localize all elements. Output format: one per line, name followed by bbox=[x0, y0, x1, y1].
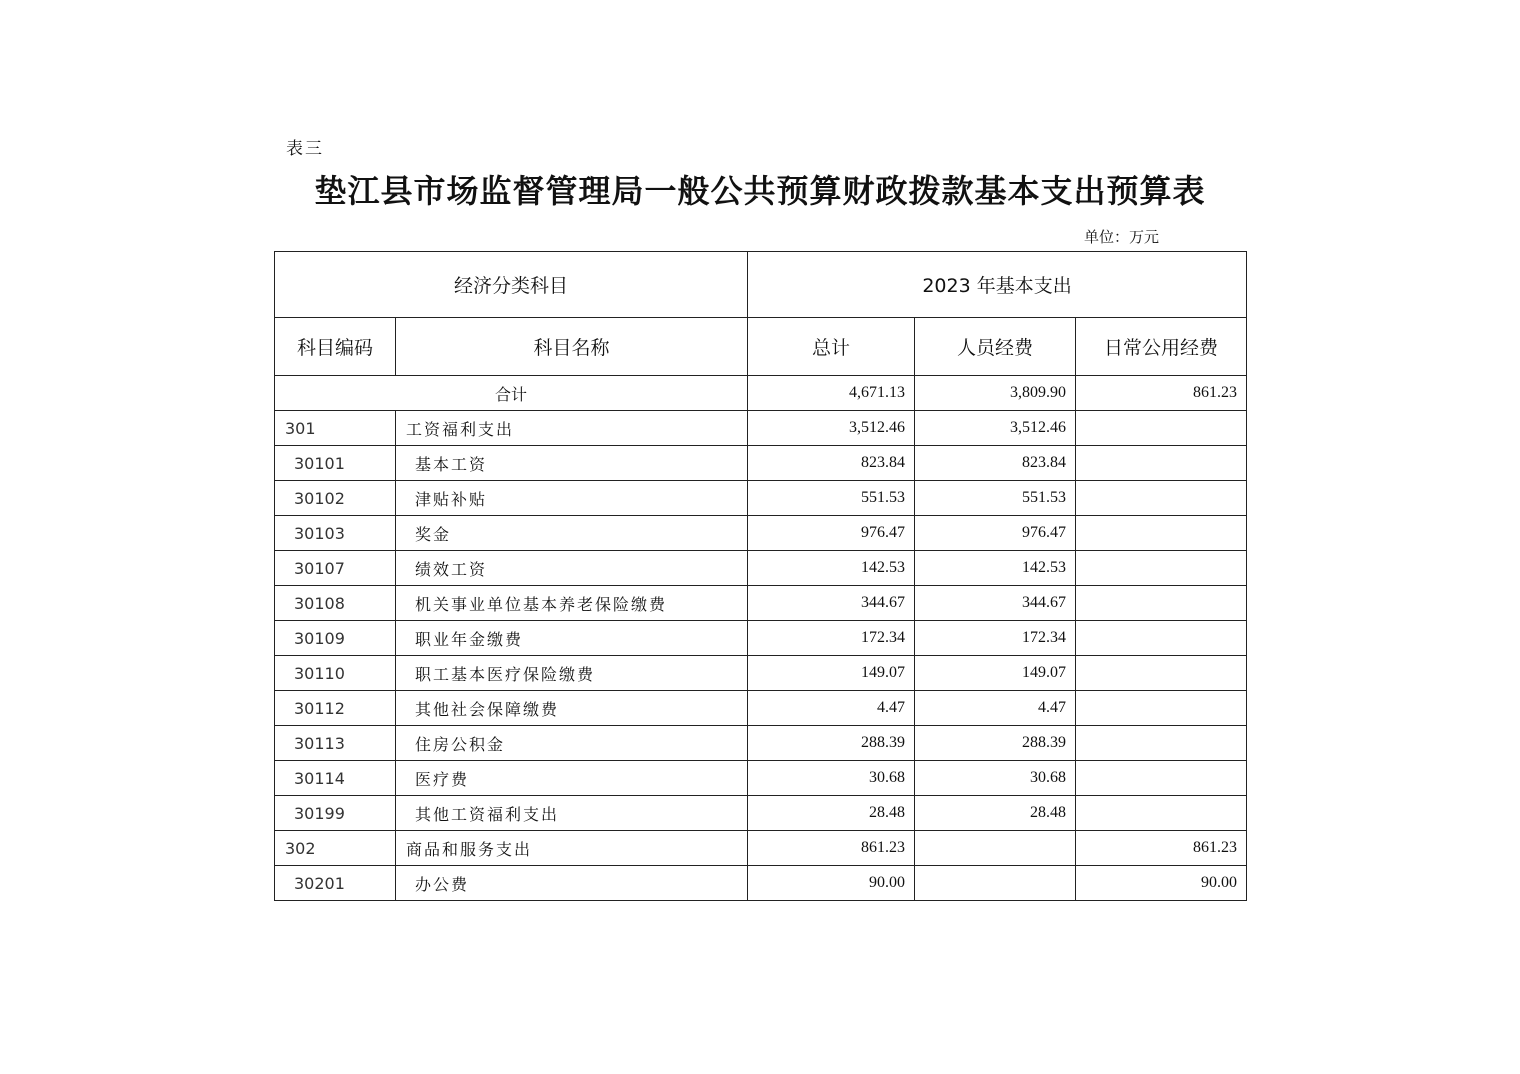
row-personnel: 288.39 bbox=[915, 726, 1076, 761]
row-total: 823.84 bbox=[748, 446, 915, 481]
table-row bbox=[275, 831, 1247, 866]
row-personnel: 976.47 bbox=[915, 516, 1076, 551]
budget-table bbox=[274, 251, 1247, 901]
total-total: 4,671.13 bbox=[748, 376, 915, 411]
row-public: 90.00 bbox=[1076, 866, 1247, 901]
total-personnel: 3,809.90 bbox=[915, 376, 1076, 411]
row-name: 职工基本医疗保险缴费 bbox=[396, 656, 748, 691]
row-public bbox=[1076, 796, 1247, 831]
row-total: 28.48 bbox=[748, 796, 915, 831]
row-total: 288.39 bbox=[748, 726, 915, 761]
row-personnel bbox=[915, 831, 1076, 866]
header-personnel: 人员经费 bbox=[915, 318, 1076, 376]
row-public bbox=[1076, 761, 1247, 796]
table-row bbox=[275, 411, 1247, 446]
row-public bbox=[1076, 411, 1247, 446]
row-total: 142.53 bbox=[748, 551, 915, 586]
row-total: 3,512.46 bbox=[748, 411, 915, 446]
row-personnel: 172.34 bbox=[915, 621, 1076, 656]
row-code: 30109 bbox=[275, 621, 396, 656]
row-name: 奖金 bbox=[396, 516, 748, 551]
row-name: 工资福利支出 bbox=[396, 411, 748, 446]
table-row bbox=[275, 586, 1247, 621]
table-row bbox=[275, 866, 1247, 901]
row-personnel: 149.07 bbox=[915, 656, 1076, 691]
total-row bbox=[275, 376, 1247, 411]
row-name: 医疗费 bbox=[396, 761, 748, 796]
header-row-columns bbox=[275, 318, 1247, 376]
row-public bbox=[1076, 586, 1247, 621]
header-row-group bbox=[275, 252, 1247, 318]
row-personnel: 28.48 bbox=[915, 796, 1076, 831]
header-economic-classification: 经济分类科目 bbox=[275, 252, 748, 318]
row-name: 基本工资 bbox=[396, 446, 748, 481]
table-row bbox=[275, 516, 1247, 551]
row-public bbox=[1076, 691, 1247, 726]
row-code: 30201 bbox=[275, 866, 396, 901]
row-name: 绩效工资 bbox=[396, 551, 748, 586]
row-personnel: 3,512.46 bbox=[915, 411, 1076, 446]
row-code: 30114 bbox=[275, 761, 396, 796]
row-name: 商品和服务支出 bbox=[396, 831, 748, 866]
row-code: 30108 bbox=[275, 586, 396, 621]
row-name: 住房公积金 bbox=[396, 726, 748, 761]
row-code: 30101 bbox=[275, 446, 396, 481]
header-basic-expenditure: 2023 年基本支出 bbox=[748, 252, 1247, 318]
row-public bbox=[1076, 621, 1247, 656]
row-code: 30110 bbox=[275, 656, 396, 691]
table-row bbox=[275, 481, 1247, 516]
row-code: 30112 bbox=[275, 691, 396, 726]
row-code: 301 bbox=[275, 411, 396, 446]
row-public: 861.23 bbox=[1076, 831, 1247, 866]
page-title: 垫江县市场监督管理局一般公共预算财政拨款基本支出预算表 bbox=[314, 172, 1206, 210]
row-public bbox=[1076, 656, 1247, 691]
row-total: 551.53 bbox=[748, 481, 915, 516]
row-name: 津贴补贴 bbox=[396, 481, 748, 516]
row-total: 344.67 bbox=[748, 586, 915, 621]
table-row bbox=[275, 691, 1247, 726]
row-total: 861.23 bbox=[748, 831, 915, 866]
row-personnel: 30.68 bbox=[915, 761, 1076, 796]
row-total: 90.00 bbox=[748, 866, 915, 901]
row-code: 302 bbox=[275, 831, 396, 866]
row-personnel: 142.53 bbox=[915, 551, 1076, 586]
table-row bbox=[275, 446, 1247, 481]
row-name: 机关事业单位基本养老保险缴费 bbox=[396, 586, 748, 621]
table-label: 表三 bbox=[286, 139, 324, 159]
header-name: 科目名称 bbox=[396, 318, 748, 376]
row-code: 30107 bbox=[275, 551, 396, 586]
row-name: 职业年金缴费 bbox=[396, 621, 748, 656]
row-name: 办公费 bbox=[396, 866, 748, 901]
row-total: 149.07 bbox=[748, 656, 915, 691]
row-public bbox=[1076, 551, 1247, 586]
table-row bbox=[275, 656, 1247, 691]
row-personnel: 4.47 bbox=[915, 691, 1076, 726]
table-row bbox=[275, 726, 1247, 761]
row-public bbox=[1076, 516, 1247, 551]
unit-note: 单位：万元 bbox=[1084, 228, 1160, 246]
header-public: 日常公用经费 bbox=[1076, 318, 1247, 376]
row-personnel bbox=[915, 866, 1076, 901]
row-personnel: 551.53 bbox=[915, 481, 1076, 516]
row-code: 30199 bbox=[275, 796, 396, 831]
total-label: 合计 bbox=[275, 376, 748, 411]
row-total: 30.68 bbox=[748, 761, 915, 796]
row-code: 30103 bbox=[275, 516, 396, 551]
header-total: 总计 bbox=[748, 318, 915, 376]
row-personnel: 344.67 bbox=[915, 586, 1076, 621]
row-name: 其他社会保障缴费 bbox=[396, 691, 748, 726]
row-code: 30113 bbox=[275, 726, 396, 761]
row-name: 其他工资福利支出 bbox=[396, 796, 748, 831]
row-total: 4.47 bbox=[748, 691, 915, 726]
table-row bbox=[275, 551, 1247, 586]
total-public: 861.23 bbox=[1076, 376, 1247, 411]
header-code: 科目编码 bbox=[275, 318, 396, 376]
table-body bbox=[275, 376, 1247, 901]
table-row bbox=[275, 761, 1247, 796]
row-total: 172.34 bbox=[748, 621, 915, 656]
row-personnel: 823.84 bbox=[915, 446, 1076, 481]
row-public bbox=[1076, 726, 1247, 761]
table-row bbox=[275, 621, 1247, 656]
row-public bbox=[1076, 481, 1247, 516]
row-total: 976.47 bbox=[748, 516, 915, 551]
row-code: 30102 bbox=[275, 481, 396, 516]
table-row bbox=[275, 796, 1247, 831]
row-public bbox=[1076, 446, 1247, 481]
